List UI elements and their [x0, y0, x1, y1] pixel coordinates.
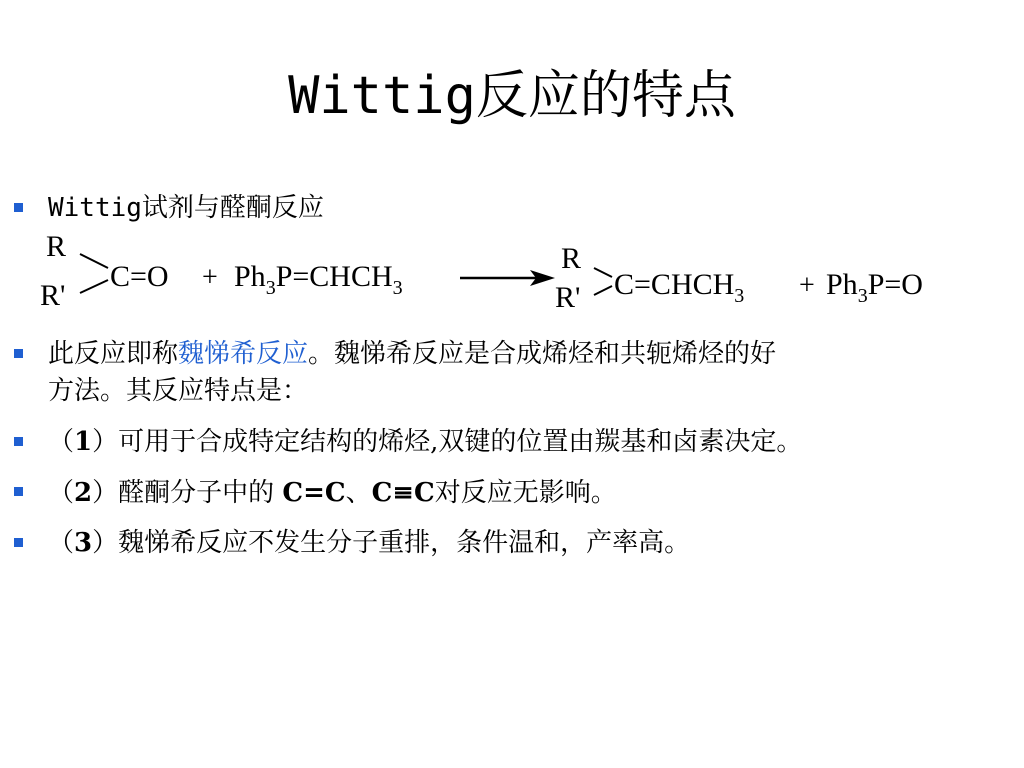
bullet-2: [48, 337, 776, 371]
paren-open: （: [48, 478, 75, 508]
title-latin: Wittig: [288, 66, 476, 126]
square-bullet-icon: [14, 437, 23, 446]
bullet-1-text: 试剂与醛酮反应: [141, 193, 324, 223]
paren-open: （: [48, 427, 75, 457]
bond-line: [80, 280, 108, 293]
separator: 、: [345, 478, 372, 508]
reaction-name-highlight: 魏悌希反应: [178, 339, 309, 369]
bullet-2-text-line2: 方法。其反应特点是：: [48, 376, 309, 406]
square-bullet-icon: [14, 487, 23, 496]
bullet-1-latin: Wittig: [48, 193, 142, 223]
paren-close: ）: [92, 478, 119, 508]
triple-bond-label: C≡C: [371, 478, 435, 508]
reactant-r-prime-group: R': [40, 279, 66, 312]
square-bullet-icon: [14, 349, 23, 358]
bullet-3: [48, 425, 802, 459]
bullet-4-text-post: 对反应无影响。: [434, 478, 617, 508]
product-r-prime-group: R': [555, 281, 581, 314]
reactant-r-group: R: [46, 230, 67, 263]
item-number: 2: [74, 478, 93, 508]
bullet-3-text: 可用于合成特定结构的烯烃,双键的位置由羰基和卤素决定。: [118, 427, 803, 457]
item-number: 3: [74, 528, 93, 558]
carbonyl-group: C=O: [110, 260, 169, 293]
product-r-group: R: [561, 242, 582, 275]
bond-line: [594, 286, 612, 295]
wittig-reaction-equation: [0, 0, 1024, 320]
item-number: 1: [74, 427, 93, 457]
paren-close: ）: [92, 427, 119, 457]
bullet-4: [48, 476, 617, 510]
paren-close: ）: [92, 528, 119, 558]
plus-sign: +: [202, 262, 218, 293]
product-alkene: $C=CHCH_3$: [614, 268, 745, 307]
double-bond-label: C=C: [282, 478, 346, 508]
bullet-4-text-pre: 醛酮分子中的: [118, 478, 283, 508]
bullet-2-text-post: 。魏悌希反应是合成烯烃和共轭烯烃的好: [308, 339, 777, 369]
title-cjk: 反应的特点: [475, 66, 736, 126]
bullet-2-text-pre: 此反应即称: [48, 339, 179, 369]
bullet-2-continuation: [48, 374, 308, 408]
ylide-reagent: $Ph_3P=CHCH_3$: [234, 260, 403, 299]
bullet-5-text: 魏悌希反应不发生分子重排，条件温和，产率高。: [118, 528, 691, 558]
square-bullet-icon: [14, 538, 23, 547]
bond-line: [594, 268, 612, 277]
plus-sign: +: [799, 270, 815, 301]
phosphine-oxide: $Ph_3P=O$: [826, 268, 923, 307]
bullet-5: [48, 526, 690, 560]
bond-line: [80, 254, 108, 268]
paren-open: （: [48, 528, 75, 558]
